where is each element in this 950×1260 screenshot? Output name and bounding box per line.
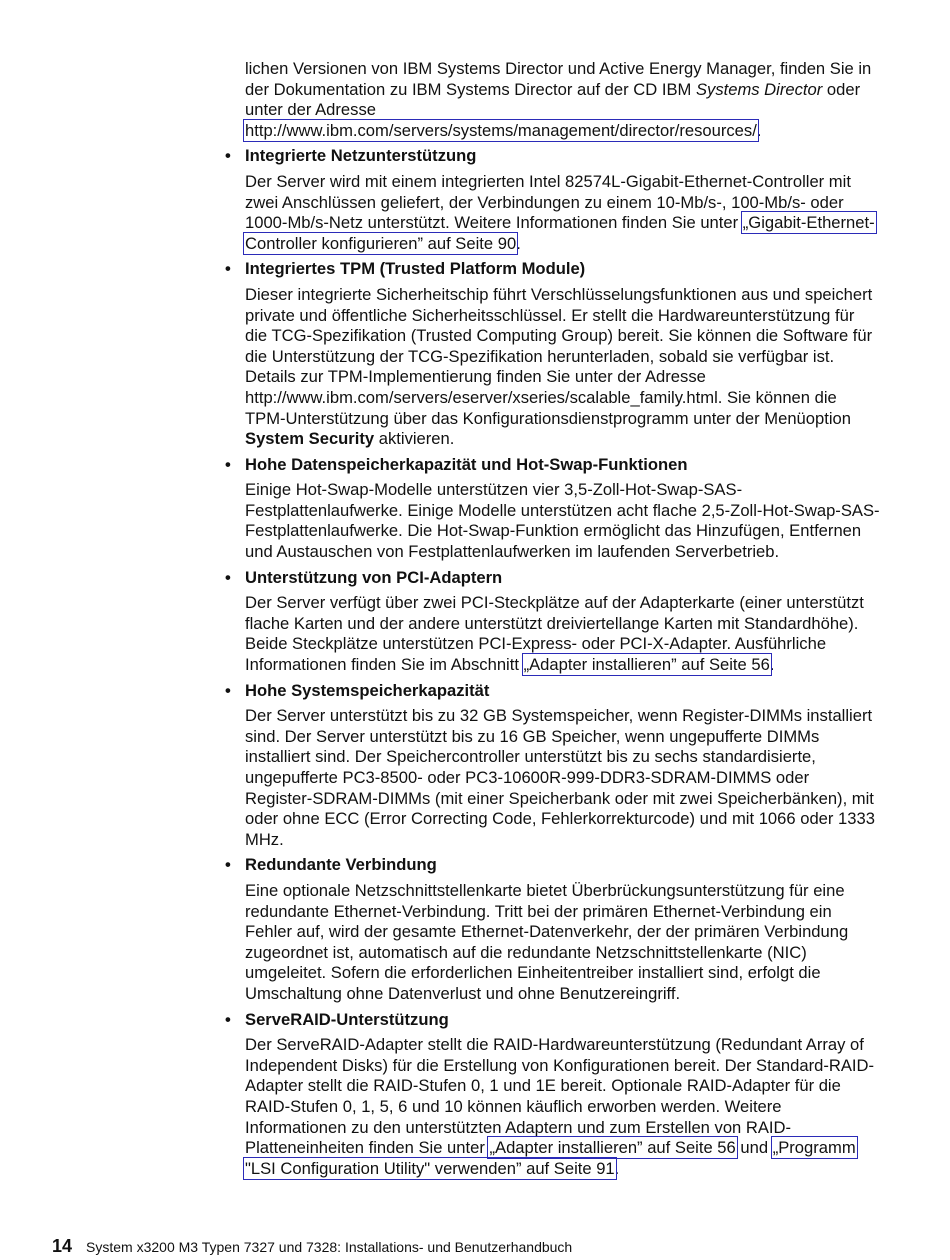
feature-heading: Hohe Datenspeicherkapazität und Hot-Swap-Funktionen <box>245 454 688 474</box>
gigabit-config-link[interactable]: „Gigabit-Ethernet-Controller konfigurieren” auf Seite 90 <box>245 213 875 253</box>
page-number: 14 <box>52 1236 73 1256</box>
bullet-icon: • <box>225 1009 231 1029</box>
feature-heading: Integrierte Netzunterstützung <box>245 146 477 166</box>
menu-option-label: System Security <box>245 429 375 449</box>
feature-body: Eine optionale Netzschnittstellenkarte bietet Überbrückungsunterstützung für eine redundante Ethernet-Verbindung. Tritt bei der primären Ethernet-Verbindung ein Fehler auf, wird der gesamte Ethernet-Datenverkehr, der der primären Verbindung zugeordnet ist, automatisch auf die redundante Netzschnittstellenkarte (NIC) umgeleitet. Sofern die erforderlichen Einheitentreiber installiert sind, erfolgt die Umschaltung ohne Datenverlust und ohne Benutzereingriff. <box>245 880 849 1003</box>
feature-body: Dieser integrierte Sicherheitschip führt Verschlüsselungsfunktionen aus und speichert private und öffentliche Sicherheitsschlüssel. Er stellt die Hardwareunterstützung für die TCG-Spezifikation (Trusted Computing Group) bereit. Sie können die Software für die Unterstützung der TCG-Spezifikation herunterladen, sobald sie verfügbar ist. Details zur TPM-Implementierung finden Sie unter der Adresse http://www.ibm.com/servers/eserver/xseries/scalable_family.html. Sie können die TPM-Unterstützung über das Konfigurationsdienstprogramm unter der Menüoption System Security aktivieren. <box>245 284 873 449</box>
bullet-icon: • <box>225 855 231 875</box>
book-title: System x3200 M3 Typen 7327 und 7328: Installations- und Benutzerhandbuch <box>86 1239 573 1255</box>
install-adapter-link[interactable]: „Adapter installieren” auf Seite 56 <box>489 1138 736 1158</box>
bullet-icon: • <box>225 146 231 166</box>
feature-item-network <box>225 146 880 254</box>
bullet-icon: • <box>225 259 231 279</box>
bullet-icon: • <box>225 567 231 587</box>
intro-emphasis: Systems Director <box>695 79 823 99</box>
feature-body: Der Server wird mit einem integrierten Intel 82574L-Gigabit-Ethernet-Controller mit zwei Anschlüssen geliefert, der Verbindungen zu einem 10-Mb/s-, 100-Mb/s- oder 1000-Mb/s-Netz unterstützt. Weitere Informationen finden Sie unter „Gigabit-Ethernet-Controller konfigurieren” auf Seite 90. <box>245 171 875 253</box>
feature-heading: Hohe Systemspeicherkapazität <box>245 680 490 700</box>
feature-heading: ServeRAID-Unterstützung <box>245 1009 449 1029</box>
feature-heading: Redundante Verbindung <box>245 855 437 875</box>
install-adapter-link[interactable]: „Adapter installieren” auf Seite 56 <box>523 655 770 675</box>
feature-item-storage <box>225 454 880 563</box>
feature-item-pci <box>225 567 880 676</box>
feature-heading: Integriertes TPM (Trusted Platform Module) <box>245 259 586 279</box>
intro-paragraph: lichen Versionen von IBM Systems Director und Active Energy Manager, finden Sie in der Dokumentation zu IBM Systems Director auf der CD IBM Systems Director oder unter der Adresse http://www.ibm.com/servers/systems/management/director/resources/. <box>245 59 872 140</box>
feature-item-redundant <box>225 855 880 1004</box>
page-footer <box>52 1236 572 1257</box>
lsi-utility-link[interactable]: „Programm "LSI Configuration Utility" verwenden” auf Seite 91 <box>245 1138 856 1178</box>
feature-body: Der ServeRAID-Adapter stellt die RAID-Hardwareunterstützung (Redundant Array of Independent Disks) für die Erstellung von Konfigurationen bereit. Der Standard-RAID-Adapter stellt die RAID-Stufen 0, 1 und 1E bereit. Optionale RAID-Adapter für die RAID-Stufen 0, 1, 5, 6 und 10 können käuflich erworben werden. Weitere Informationen zu den unterstützten Adaptern und zum Erstellen von RAID-Platteneinheiten finden Sie unter „Adapter installieren” auf Seite 56 und „Programm "LSI Configuration Utility" verwenden” auf Seite 91. <box>245 1035 875 1178</box>
feature-body: Einige Hot-Swap-Modelle unterstützen vier 3,5-Zoll-Hot-Swap-SAS-Festplattenlaufwerke. Einige Modelle unterstützen acht flache 2,5-Zoll-Hot-Swap-SAS-Festplattenlaufwerke. Die Hot-Swap-Funktion ermöglicht das Hinzufügen, Entfernen und Austauschen von Festplattenlaufwerken im laufenden Serverbetrieb. <box>245 480 880 562</box>
bullet-icon: • <box>225 680 231 700</box>
director-resources-link[interactable]: http://www.ibm.com/servers/systems/management/director/resources/ <box>245 120 757 140</box>
feature-body: Der Server unterstützt bis zu 32 GB Systemspeicher, wenn Register-DIMMs installiert sind. Der Server unterstützt bis zu 16 GB Speicher, wenn ungepufferte DIMMs installiert sind. Der Speichercontroller unterstützt bis zu sechs standardisierte, ungepufferte PC3-8500- oder PC3-10600R-999-DDR3-SDRAM-DIMMS oder Register-SDRAM-DIMMs (mit einer Speicherbank oder mit zwei Speicherbänken), mit oder ohne ECC (Error Correcting Code, Fehlerkorrekturcode) und mit 1066 oder 1333 MHz. <box>245 706 875 849</box>
feature-item-memory <box>225 680 880 851</box>
feature-item-tpm <box>225 259 880 449</box>
bullet-icon: • <box>225 454 231 474</box>
feature-heading: Unterstützung von PCI-Adaptern <box>245 567 503 587</box>
feature-item-serveraid <box>225 1009 880 1180</box>
feature-body: Der Server verfügt über zwei PCI-Steckplätze auf der Adapterkarte (einer unterstützt flache Karten und der andere unterstützt dreiviertellange Karten mit Standardhöhe). Beide Steckplätze unterstützen PCI-Express- oder PCI-X-Adapter. Ausführliche Informationen finden Sie im Abschnitt „Adapter installieren” auf Seite 56. <box>245 593 864 675</box>
document-page <box>225 59 880 1184</box>
